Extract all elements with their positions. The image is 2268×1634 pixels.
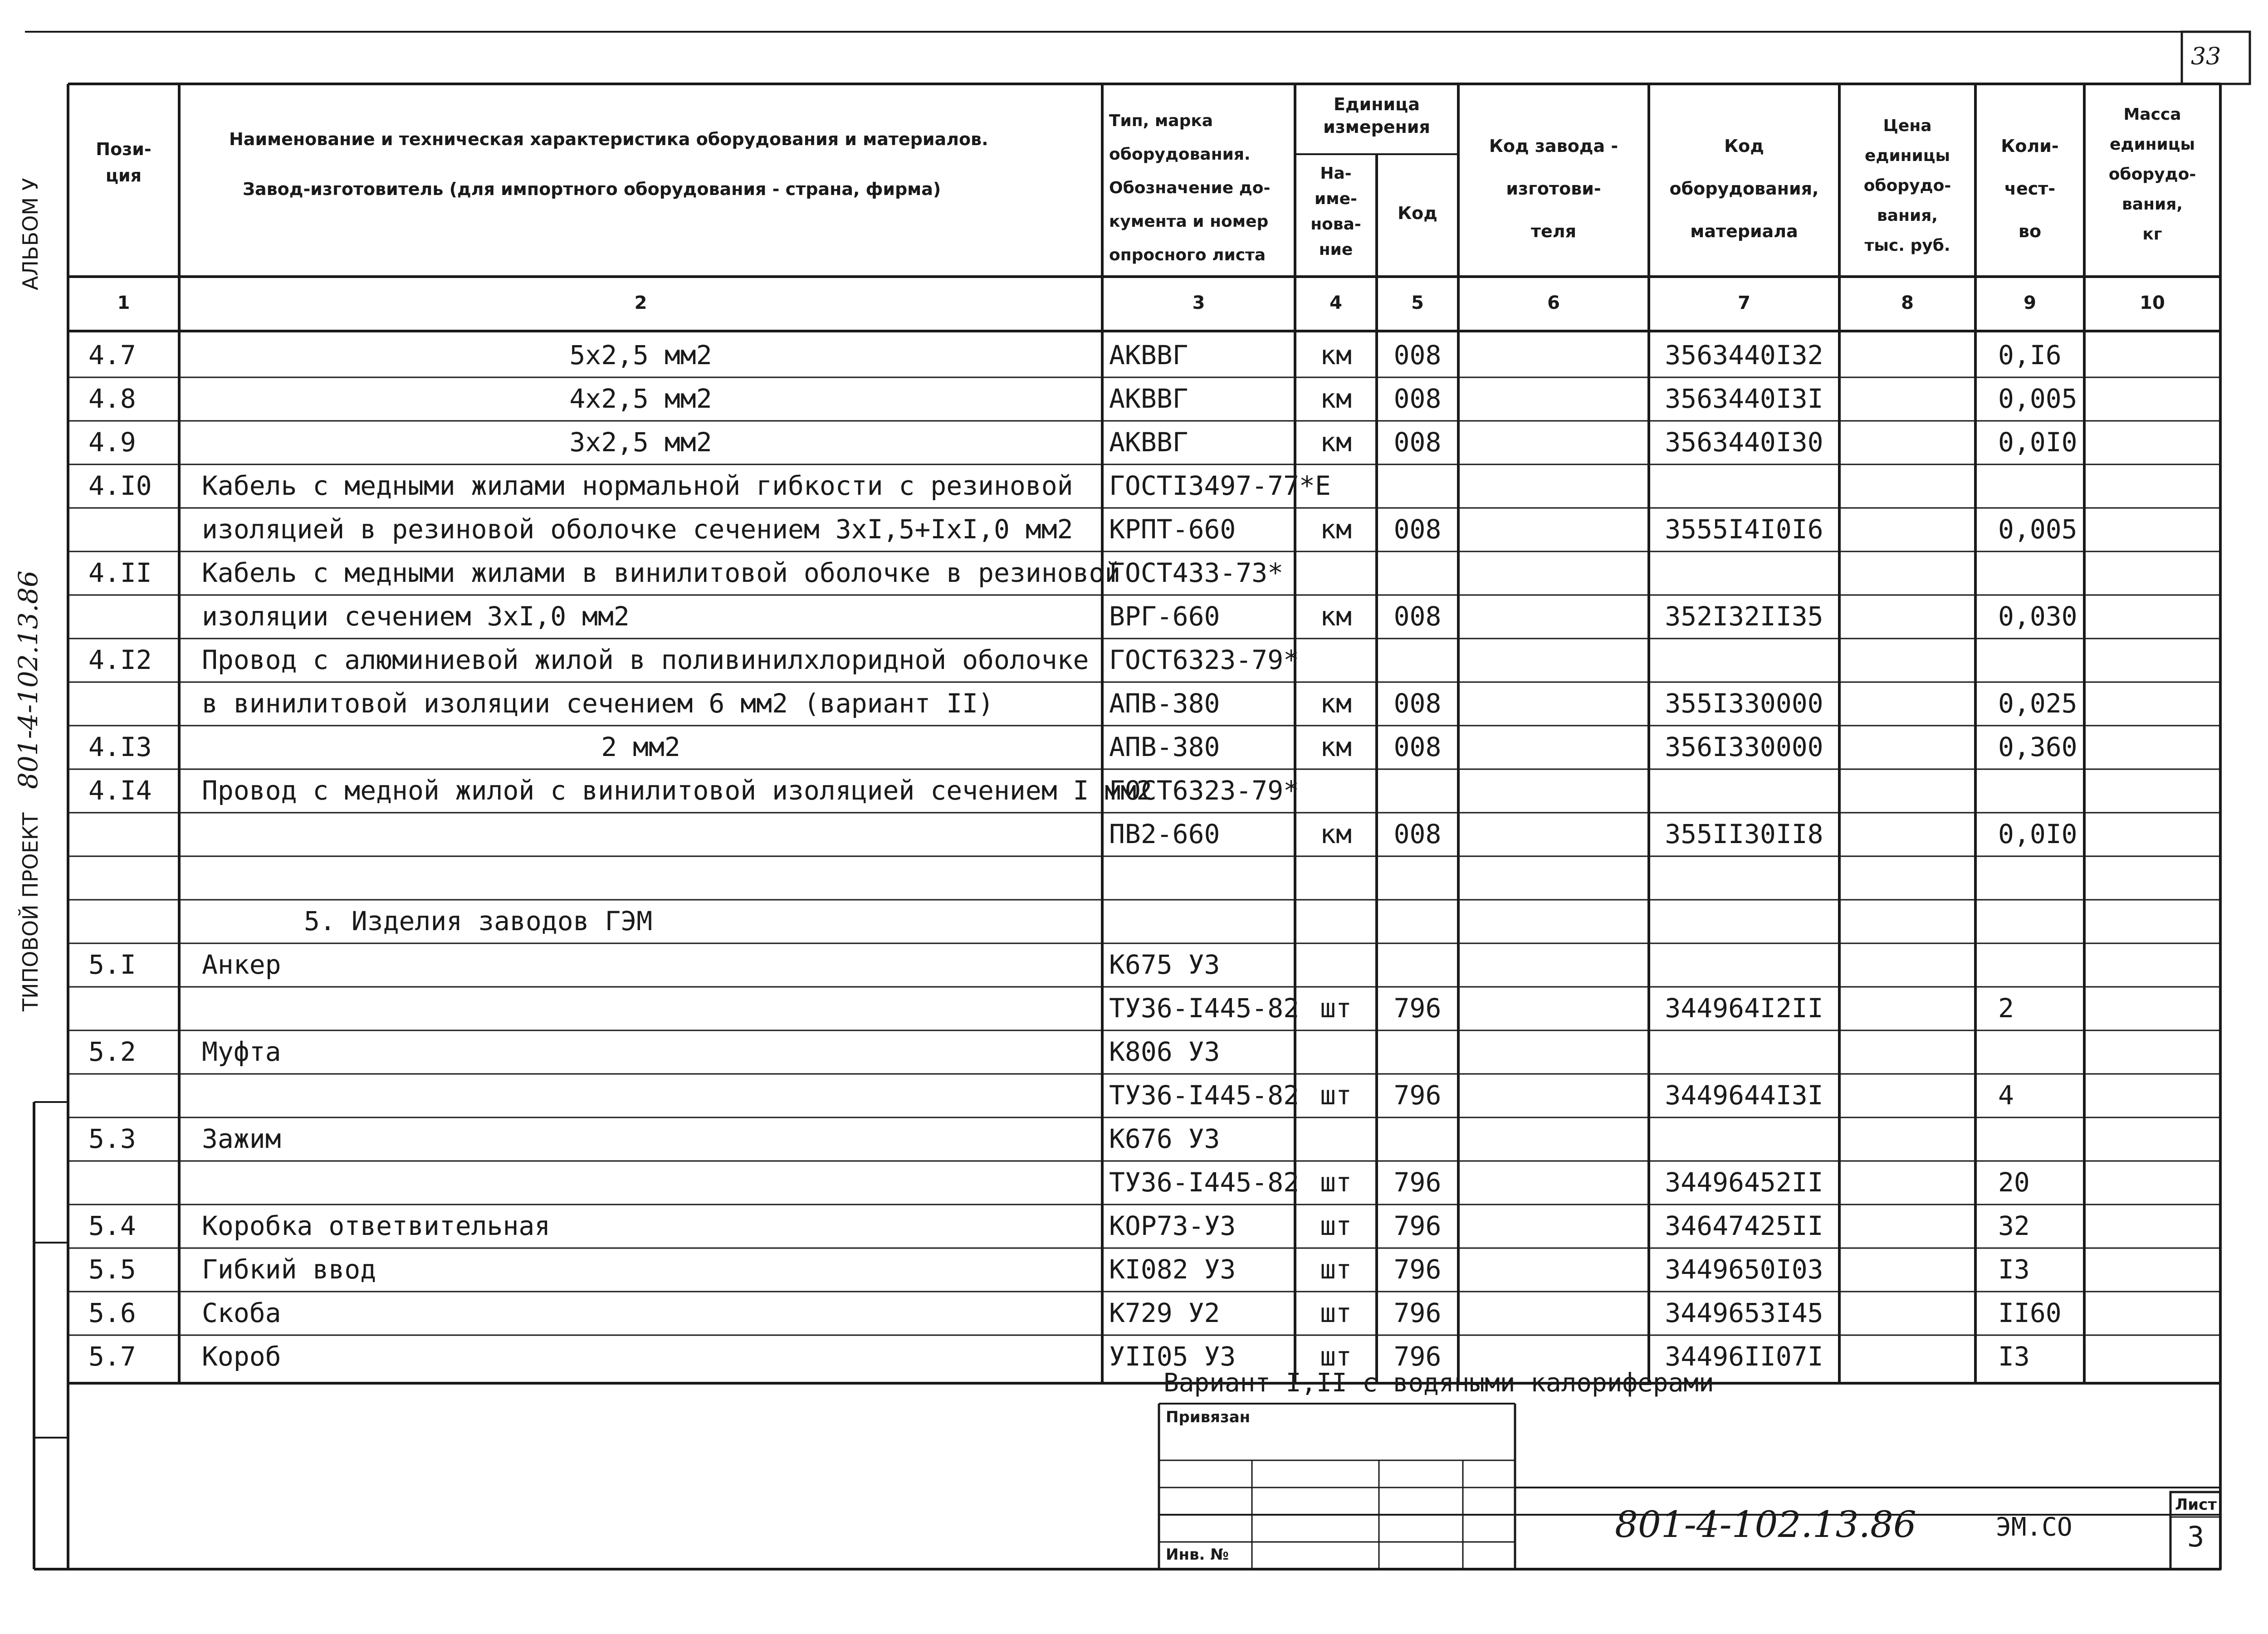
- row-position: 5.7: [88, 1341, 136, 1372]
- row-unit: км: [1320, 514, 1352, 545]
- row-type: ВРГ-660: [1109, 601, 1220, 632]
- row-unit-code: 796: [1393, 1210, 1442, 1241]
- page-number: 33: [2191, 43, 2221, 70]
- row-type: ГОСТI3497-77*Е: [1109, 470, 1331, 501]
- row-material-code: 344964I2II: [1665, 993, 1823, 1024]
- row-quantity: 4: [1998, 1080, 2014, 1111]
- row-name: в винилитовой изоляции сечением 6 мм2 (вариант II): [202, 688, 994, 719]
- row-material-code: 3555I4I0I6: [1665, 514, 1823, 545]
- row-position: 4.I4: [88, 775, 152, 806]
- column-number-9: 9: [2024, 293, 2036, 313]
- row-material-code: 356I330000: [1665, 732, 1823, 762]
- header-unit-group: Единица измерения: [1323, 94, 1430, 137]
- row-unit: км: [1320, 340, 1352, 371]
- row-quantity: 0,0I0: [1998, 427, 2077, 458]
- row-type: АПВ-380: [1109, 732, 1220, 762]
- header-position: Пози- ция: [96, 139, 152, 185]
- header-unit-code: Код: [1398, 203, 1437, 223]
- row-unit-code: 008: [1393, 601, 1442, 632]
- row-position: 5.5: [88, 1254, 136, 1285]
- row-material-code: 34647425II: [1665, 1210, 1823, 1241]
- row-type: АКВВГ: [1109, 427, 1188, 458]
- column-number-6: 6: [1547, 293, 1560, 313]
- row-position: 4.I2: [88, 644, 152, 675]
- row-type: ТУ36-I445-82: [1109, 993, 1300, 1024]
- row-unit: шт: [1320, 1254, 1352, 1285]
- row-quantity: 0,005: [1998, 383, 2077, 414]
- project-label: ТИПОВОЙ ПРОЕКТ: [18, 812, 43, 1011]
- row-name: Провод с медной жилой с винилитовой изоляцией сечением I мм2: [202, 775, 1153, 806]
- row-unit-code: 796: [1393, 993, 1442, 1024]
- row-material-code: 3449650I03: [1665, 1254, 1823, 1285]
- document-mark: ЭМ.СО: [1996, 1512, 2072, 1542]
- row-name: 5х2,5 мм2: [569, 340, 712, 371]
- sheet-number: 3: [2187, 1520, 2204, 1553]
- row-quantity: 0,030: [1998, 601, 2077, 632]
- row-unit: км: [1320, 427, 1352, 458]
- section-title: 5. Изделия заводов ГЭМ: [304, 906, 653, 937]
- variant-caption: Вариант I,II с водяными калориферами: [1163, 1368, 1714, 1398]
- column-number-8: 8: [1901, 293, 1914, 313]
- row-name: Кабель с медными жилами нормальной гибкости с резиновой: [202, 470, 1073, 501]
- row-position: 4.I0: [88, 470, 152, 501]
- row-quantity: 2: [1998, 993, 2014, 1024]
- header-name-line1: Наименование и техническая характеристика оборудования и материалов.: [229, 129, 988, 149]
- header-unit-name: На- име- нова- ние: [1310, 164, 1361, 259]
- row-quantity: 32: [1998, 1210, 2030, 1241]
- row-name: Кабель с медными жилами в винилитовой оболочке в резиновой: [202, 557, 1121, 588]
- column-number-4: 4: [1330, 293, 1342, 313]
- row-position: 5.6: [88, 1297, 136, 1328]
- document-code: 801-4-102.13.86: [1615, 1503, 1916, 1546]
- column-number-3: 3: [1192, 293, 1205, 313]
- header-material-code: Код оборудования, материала: [1669, 136, 1819, 241]
- header-quantity: Коли- чест- во: [2001, 136, 2059, 241]
- row-material-code: 355II30II8: [1665, 819, 1823, 849]
- row-material-code: 352I32II35: [1665, 601, 1823, 632]
- column-number-10: 10: [2140, 293, 2165, 313]
- row-unit-code: 008: [1393, 383, 1442, 414]
- column-number-2: 2: [634, 293, 647, 313]
- row-material-code: 3449644I3I: [1665, 1080, 1823, 1111]
- row-quantity: I3: [1998, 1254, 2030, 1285]
- column-number-7: 7: [1738, 293, 1750, 313]
- row-unit: шт: [1320, 993, 1352, 1024]
- row-unit-code: 008: [1393, 514, 1442, 545]
- row-quantity: 0,005: [1998, 514, 2077, 545]
- row-material-code: 34496452II: [1665, 1167, 1823, 1198]
- album-label: АЛЬБОМ У: [18, 178, 43, 290]
- header-type: Тип, марка оборудования. Обозначение до- кумента и номер опросного листа: [1109, 112, 1271, 264]
- row-name: изоляцией в резиновой оболочке сечением 3хI,5+IхI,0 мм2: [202, 514, 1073, 545]
- row-quantity: II60: [1998, 1297, 2062, 1328]
- row-type: АКВВГ: [1109, 383, 1188, 414]
- row-type: К806 УЗ: [1109, 1036, 1220, 1067]
- privyazan-label: Привязан: [1166, 1408, 1251, 1426]
- inventory-number-label: Инв. №: [1166, 1546, 1229, 1564]
- row-material-code: 355I330000: [1665, 688, 1823, 719]
- row-material-code: 34496II07I: [1665, 1341, 1823, 1372]
- row-position: 4.I3: [88, 732, 152, 762]
- row-position: 4.II: [88, 557, 152, 588]
- row-unit-code: 796: [1393, 1341, 1442, 1372]
- row-material-code: 3563440I30: [1665, 427, 1823, 458]
- project-code-side: 801-4-102.13.86: [13, 571, 44, 789]
- row-quantity: 0,0I0: [1998, 819, 2077, 849]
- row-unit: шт: [1320, 1210, 1352, 1241]
- row-unit: км: [1320, 601, 1352, 632]
- header-mass: Масса единицы оборудо- вания, кг: [2108, 105, 2196, 244]
- row-material-code: 3449653I45: [1665, 1297, 1823, 1328]
- row-unit-code: 796: [1393, 1254, 1442, 1285]
- row-unit: шт: [1320, 1167, 1352, 1198]
- row-type: АКВВГ: [1109, 340, 1188, 371]
- row-type: К676 УЗ: [1109, 1123, 1220, 1154]
- row-name: Анкер: [202, 949, 281, 980]
- row-type: ТУ36-I445-82: [1109, 1080, 1300, 1111]
- row-name: изоляции сечением 3хI,0 мм2: [202, 601, 630, 632]
- row-position: 4.9: [88, 427, 136, 458]
- row-unit: км: [1320, 819, 1352, 849]
- row-position: 4.7: [88, 340, 136, 371]
- header-plant-code: Код завода - изготови- теля: [1489, 136, 1618, 241]
- sheet-label: Лист: [2175, 1496, 2217, 1514]
- row-quantity: 20: [1998, 1167, 2030, 1198]
- row-type: АПВ-380: [1109, 688, 1220, 719]
- row-unit-code: 008: [1393, 732, 1442, 762]
- column-number-5: 5: [1411, 293, 1424, 313]
- row-name: Скоба: [202, 1297, 281, 1328]
- row-name: Провод с алюминиевой жилой в поливинилхлоридной оболочке: [202, 644, 1089, 675]
- row-type: ТУ36-I445-82: [1109, 1167, 1300, 1198]
- row-type: ГОСТ433-73*: [1109, 557, 1284, 588]
- row-position: 4.8: [88, 383, 136, 414]
- row-unit-code: 796: [1393, 1167, 1442, 1198]
- row-unit-code: 008: [1393, 819, 1442, 849]
- row-name: Гибкий ввод: [202, 1254, 376, 1285]
- row-unit-code: 008: [1393, 340, 1442, 371]
- row-type: К729 У2: [1109, 1297, 1220, 1328]
- row-unit: км: [1320, 732, 1352, 762]
- row-unit: шт: [1320, 1341, 1352, 1372]
- row-name: 4х2,5 мм2: [569, 383, 712, 414]
- row-type: ГОСТ6323-79*: [1109, 775, 1300, 806]
- row-type: КI082 УЗ: [1109, 1254, 1236, 1285]
- row-material-code: 3563440I32: [1665, 340, 1823, 371]
- row-name: Муфта: [202, 1036, 281, 1067]
- row-position: 5.I: [88, 949, 136, 980]
- row-position: 5.2: [88, 1036, 136, 1067]
- row-name: 3х2,5 мм2: [569, 427, 712, 458]
- row-position: 5.3: [88, 1123, 136, 1154]
- row-unit-code: 008: [1393, 427, 1442, 458]
- row-unit: шт: [1320, 1080, 1352, 1111]
- row-name: Коробка ответвительная: [202, 1210, 551, 1241]
- row-type: ГОСТ6323-79*: [1109, 644, 1300, 675]
- header-price: Цена единицы оборудо- вания, тыс. руб.: [1863, 117, 1951, 255]
- row-unit: км: [1320, 688, 1352, 719]
- row-quantity: 0,I6: [1998, 340, 2062, 371]
- row-name: Короб: [202, 1341, 281, 1372]
- row-name: 2 мм2: [601, 732, 680, 762]
- row-unit-code: 796: [1393, 1297, 1442, 1328]
- row-material-code: 3563440I3I: [1665, 383, 1823, 414]
- row-unit: км: [1320, 383, 1352, 414]
- row-name: Зажим: [202, 1123, 281, 1154]
- header-name-line2: Завод-изготовитель (для импортного оборудования - страна, фирма): [243, 179, 941, 199]
- row-unit-code: 796: [1393, 1080, 1442, 1111]
- row-type: К675 УЗ: [1109, 949, 1220, 980]
- row-position: 5.4: [88, 1210, 136, 1241]
- row-unit-code: 008: [1393, 688, 1442, 719]
- row-quantity: I3: [1998, 1341, 2030, 1372]
- column-number-1: 1: [117, 293, 130, 313]
- row-quantity: 0,360: [1998, 732, 2077, 762]
- row-type: КРПТ-660: [1109, 514, 1236, 545]
- row-type: УII05 УЗ: [1109, 1341, 1236, 1372]
- row-unit: шт: [1320, 1297, 1352, 1328]
- row-type: КОР73-УЗ: [1109, 1210, 1236, 1241]
- row-quantity: 0,025: [1998, 688, 2077, 719]
- row-type: ПВ2-660: [1109, 819, 1220, 849]
